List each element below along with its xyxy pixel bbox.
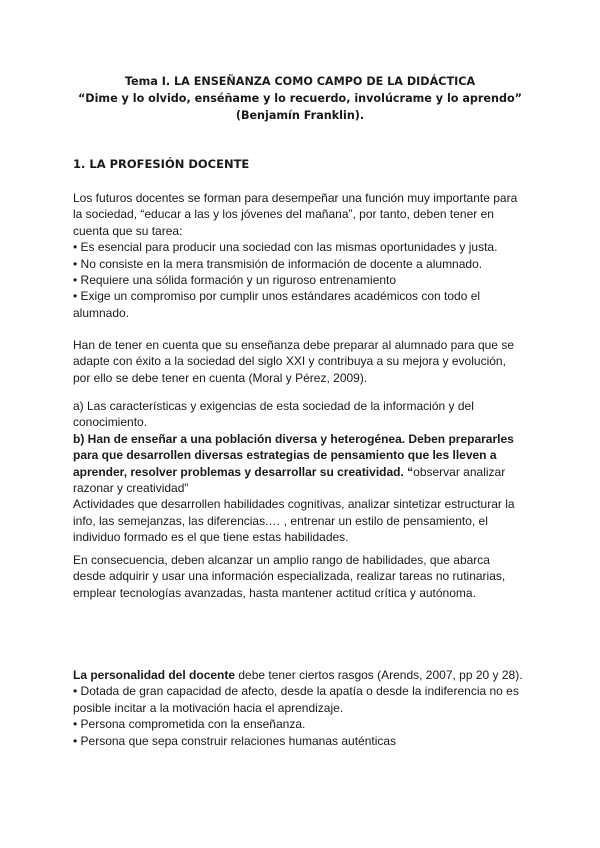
text-line: info, las semejanzas, las diferencias.… , entrenar un estilo de pensamiento, el: [73, 513, 488, 528]
quote-author: (Benjamín Franklin).: [235, 109, 365, 122]
section-heading: 1. LA PROFESIÓN DOCENTE: [73, 157, 250, 171]
text-line: individuo formado es el que tiene estas habilidades.: [73, 530, 349, 545]
bullet-item: • Es esencial para producir una sociedad con las mismas oportunidades y justa.: [73, 240, 498, 255]
consequence-paragraph: [73, 552, 533, 601]
text-line: conocimiento.: [73, 415, 148, 430]
text-line: emplear tecnologías avanzadas, hasta mantener actitud crítica y autónoma.: [73, 585, 476, 600]
text-line: Han de tener en cuenta que su enseñanza debe preparar al alumnado para que se: [73, 338, 514, 352]
text-line: razonar y creatividad”: [73, 481, 189, 496]
text-line: adapte con éxito a la sociedad del siglo XXI y contribuya a su mejora y evolución,: [73, 354, 506, 369]
text-line: Actividades que desarrollen habilidades cognitivas, analizar sintetizar estructurar la: [73, 497, 515, 512]
text-line: por ello se debe tener en cuenta (Moral y Pérez, 2009).: [73, 370, 368, 385]
text-line: cuenta que su tarea:: [73, 223, 183, 238]
personality-section: [73, 667, 533, 749]
intro-paragraph: [73, 190, 533, 321]
text-line: En consecuencia, deben alcanzar un amplio rango de habilidades, que abarca: [73, 553, 490, 567]
bullet-item: • Persona comprometida con la enseñanza.: [73, 717, 306, 732]
text-line-mixed: [73, 667, 533, 683]
text-line: la sociedad, “educar a las y los jóvenes del mañana”, por tanto, deben tener en: [73, 207, 494, 222]
document-title: Tema I. LA ENSEÑANZA COMO CAMPO DE LA DIDÁCTICA: [124, 75, 476, 88]
text-line-mixed: [73, 464, 533, 480]
text-line: a) Las características y exigencias de esta sociedad de la información y del: [73, 399, 474, 413]
bullet-item: posible incitar a la motivación hacia el aprendizaje.: [73, 700, 344, 715]
bullet-item: • Dotada de gran capacidad de afecto, desde la apatía o desde la indiferencia no es: [73, 684, 519, 699]
bullet-item: • Requiere una sólida formación y un riguroso entrenamiento: [73, 273, 397, 288]
text-line: desde adquirir y usar una información especializada, realizar tareas no rutinarias,: [73, 569, 506, 584]
text-line-bold: b) Han de enseñar a una población diversa y heterogénea. Deben prepararles: [73, 431, 514, 446]
bullet-item: • Exige un compromiso por cumplir unos estándares académicos con todo el: [73, 289, 481, 304]
normal-fragment: observar analizar: [413, 464, 506, 479]
items-block: [73, 398, 533, 546]
normal-fragment: debe tener ciertos rasgos (Arends, 2007, pp 20 y 28).: [235, 668, 523, 682]
adapt-paragraph: [73, 337, 533, 386]
title-quote: “Dime y lo olvido, enséñame y lo recuerdo, involúcrame y lo aprendo”: [77, 92, 523, 105]
bullet-item: • No consiste en la mera transmisión de información de docente a alumnado.: [73, 256, 483, 271]
text-line: Los futuros docentes se forman para desempeñar una función muy importante para: [73, 191, 518, 205]
bullet-item: • Persona que sepa construir relaciones humanas auténticas: [73, 733, 397, 748]
bold-fragment: La personalidad del docente: [73, 668, 236, 682]
text-line-bold: para que desarrollen diversas estrategias de pensamiento que les lleven a: [73, 448, 497, 463]
bullet-item: alumnado.: [73, 305, 130, 320]
bold-fragment: aprender, resolver problemas y desarrollar su creatividad. “: [73, 464, 414, 479]
